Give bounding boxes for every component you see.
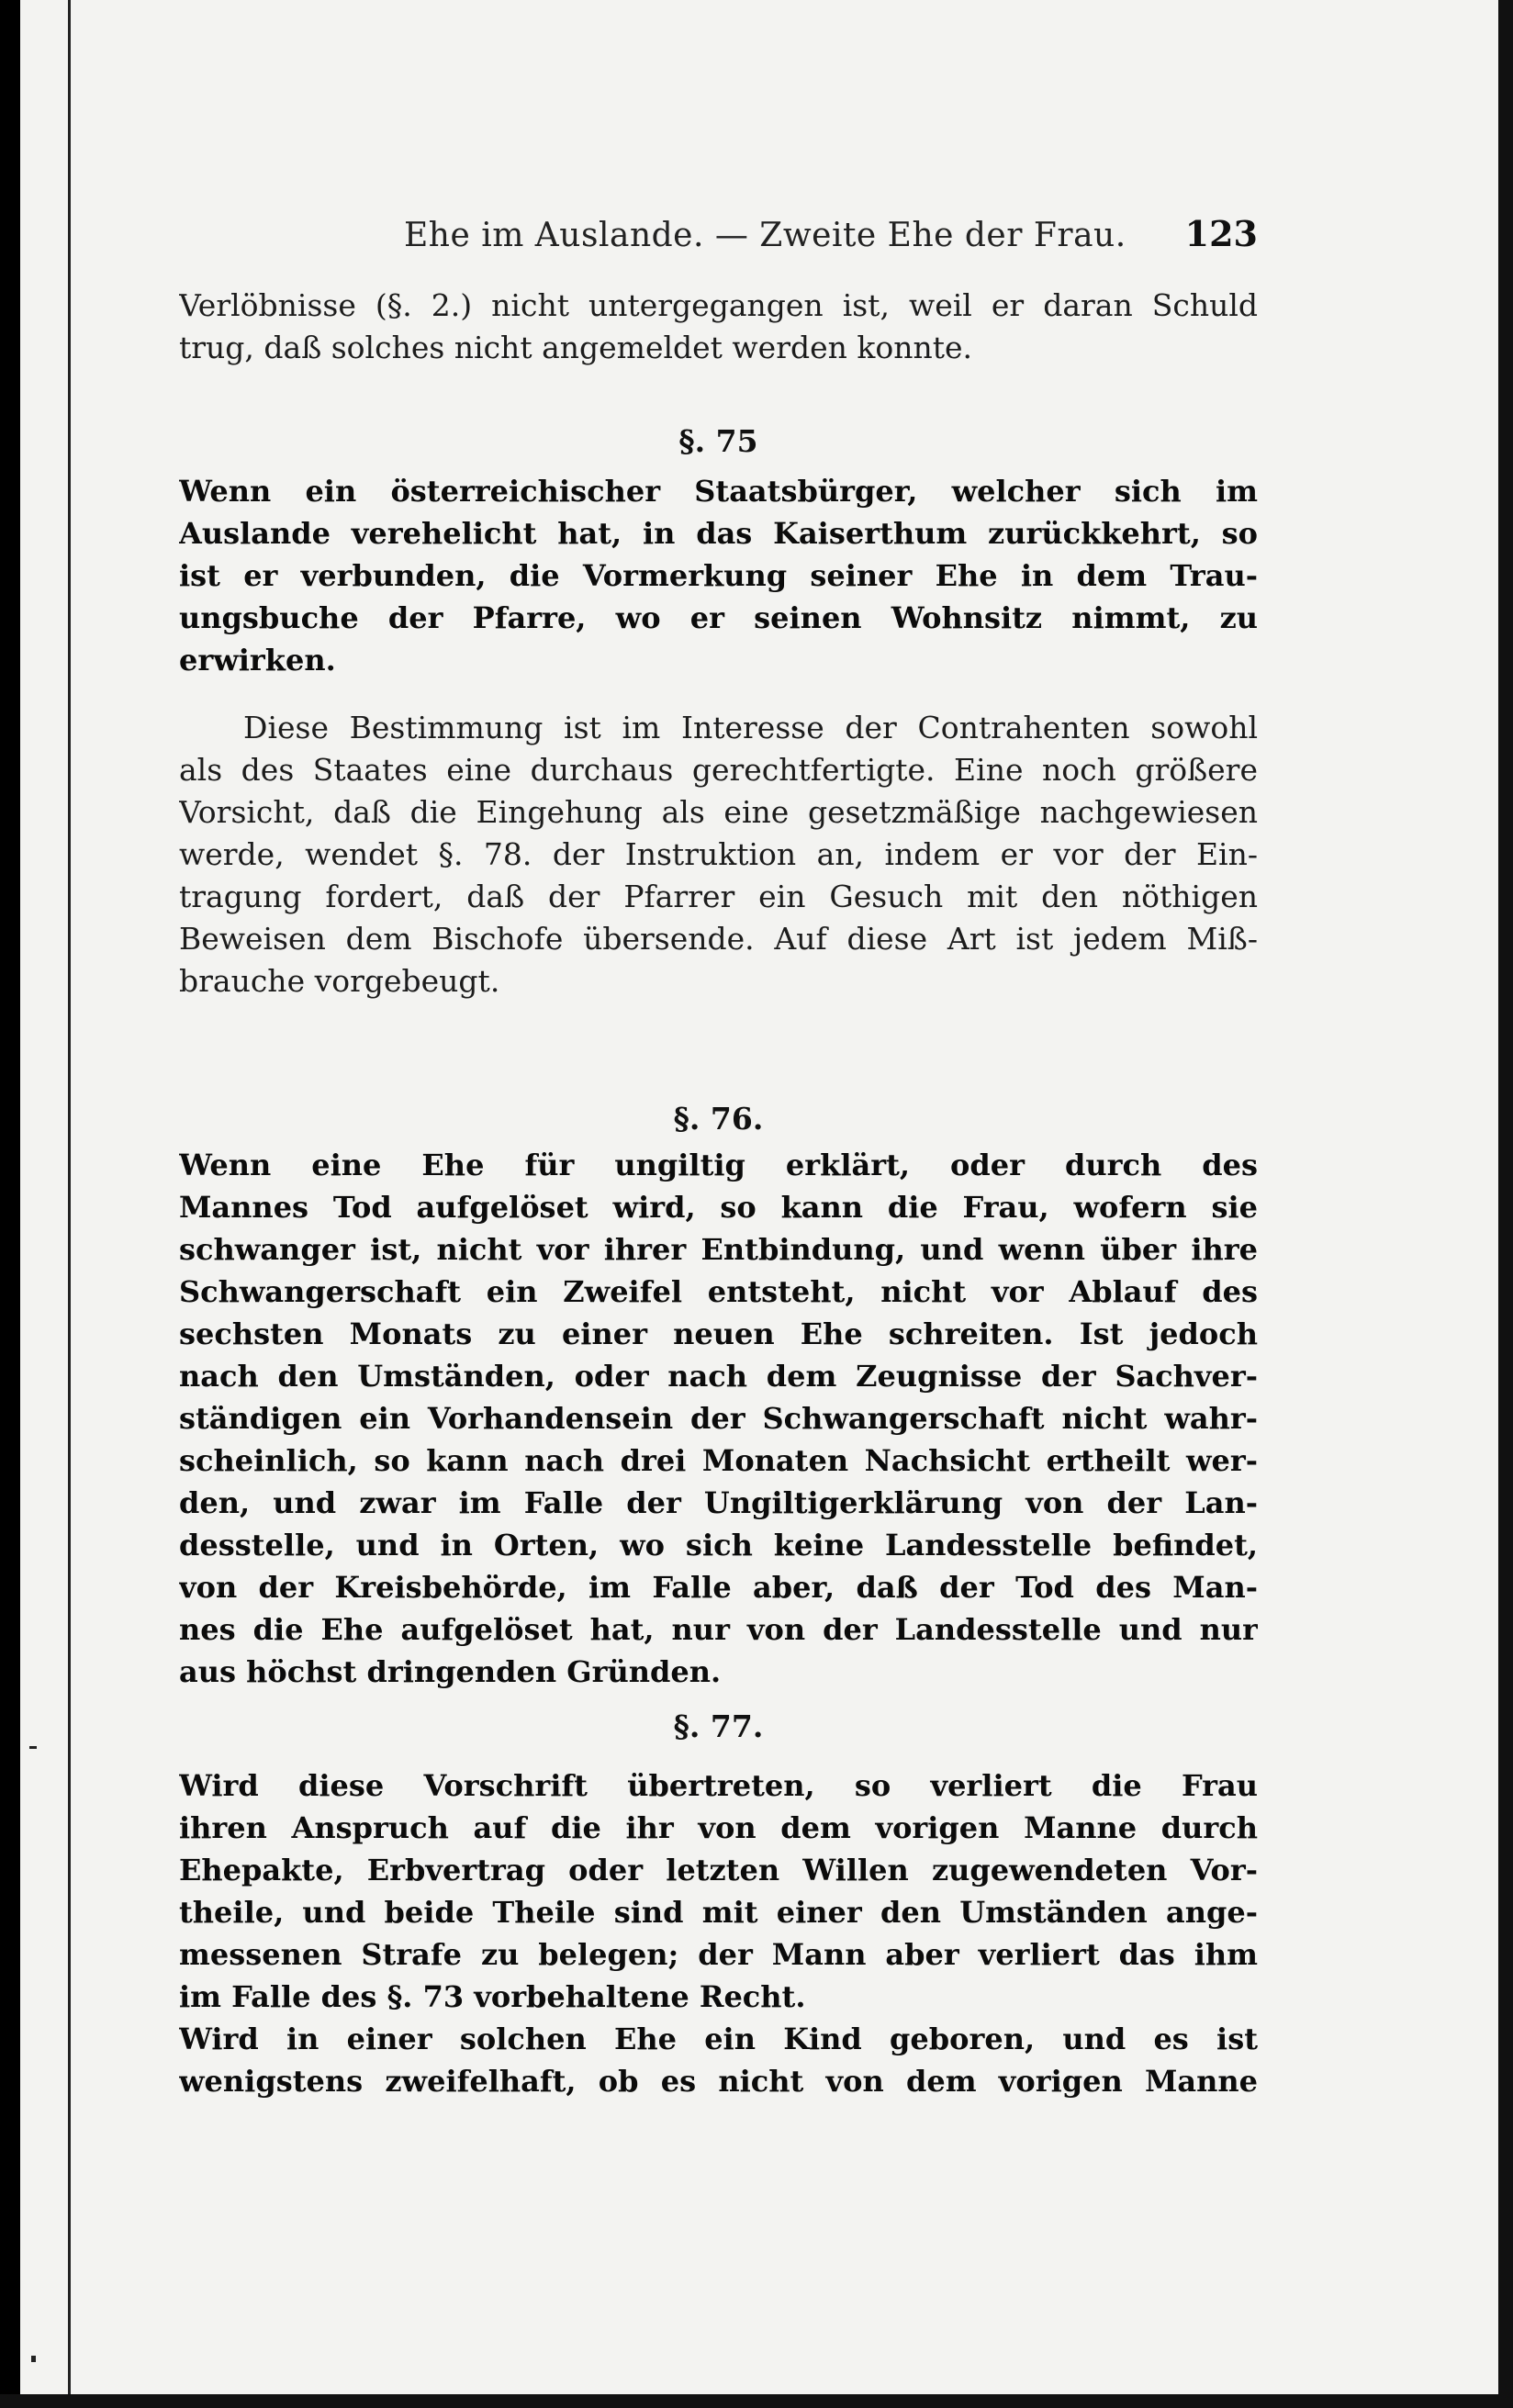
text-line: trug, daß solches nicht angemeldet werden konnte.	[179, 330, 973, 365]
text-line: Schwangerschaft ein Zweifel entsteht, nicht vor Ablauf des	[179, 1274, 1258, 1309]
text-line: von der Kreisbehörde, im Falle aber, daß der Tod des Man-	[179, 1570, 1258, 1605]
page-gutter-line	[68, 0, 71, 2394]
text-line: tragung fordert, daß der Pfarrer ein Gesuch mit den nöthigen	[179, 879, 1258, 914]
text-line: erwirken.	[179, 643, 336, 678]
text-line: im Falle des §. 73 vorbehaltene Recht.	[179, 1979, 806, 2014]
section-76-law-text	[179, 1144, 1258, 1693]
text-line: werde, wendet §. 78. der Instruktion an, indem er vor der Ein-	[179, 836, 1258, 872]
section-75-commentary	[179, 707, 1258, 1002]
text-line: Wird diese Vorschrift übertreten, so verliert die Frau	[179, 1768, 1258, 1803]
text-line: ist er verbunden, die Vormerkung seiner Ehe in dem Trau-	[179, 558, 1258, 593]
text-line: wenigstens zweifelhaft, ob es nicht von dem vorigen Manne	[179, 2064, 1258, 2099]
scan-bottom-border	[0, 2394, 1513, 2408]
text-line: ständigen ein Vorhandensein der Schwangerschaft nicht wahr-	[179, 1401, 1258, 1436]
text-line: theile, und beide Theile sind mit einer den Umständen ange-	[179, 1895, 1258, 1930]
text-line: ungsbuche der Pfarre, wo er seinen Wohnsitz nimmt, zu	[179, 600, 1258, 635]
text-line: aus höchst dringenden Gründen.	[179, 1654, 722, 1689]
text-line: nach den Umständen, oder nach dem Zeugnisse der Sachver-	[179, 1359, 1258, 1394]
text-line: sechsten Monats zu einer neuen Ehe schreiten. Ist jedoch	[179, 1316, 1258, 1351]
scan-speck	[31, 2356, 36, 2362]
section-75-heading: §. 75	[678, 423, 758, 459]
text-line: nes die Ehe aufgelöset hat, nur von der Landesstelle und nur	[179, 1612, 1258, 1647]
text-line: Beweisen dem Bischofe übersende. Auf diese Art ist jedem Miß-	[179, 921, 1258, 957]
text-line: Vorsicht, daß die Eingehung als eine gesetzmäßige nachgewiesen	[179, 794, 1258, 830]
text-line: den, und zwar im Falle der Ungiltigerklärung von der Lan-	[179, 1485, 1258, 1520]
text-line: Diese Bestimmung ist im Interesse der Contrahenten sowohl	[243, 710, 1258, 745]
text-line: Wenn ein österreichischer Staatsbürger, welcher sich im	[179, 474, 1258, 509]
text-line: Auslande verehelicht hat, in das Kaiserthum zurückkehrt, so	[179, 516, 1258, 551]
section-77-law-text	[179, 1764, 1258, 2102]
text-line: Mannes Tod aufgelöset wird, so kann die Frau, wofern sie	[179, 1190, 1258, 1225]
text-line: Verlöbnisse (§. 2.) nicht untergegangen ist, weil er daran Schuld	[179, 287, 1258, 323]
scan-right-border	[1498, 0, 1513, 2408]
scan-left-border	[0, 0, 20, 2408]
text-line: scheinlich, so kann nach drei Monaten Nachsicht ertheilt wer-	[179, 1443, 1258, 1478]
text-line: als des Staates eine durchaus gerechtfertigte. Eine noch größere	[179, 752, 1258, 788]
running-head-title: Ehe im Auslande. — Zweite Ehe der Frau.	[404, 217, 1126, 254]
page-number: 123	[1184, 213, 1258, 254]
section-76-heading: §. 76.	[673, 1101, 764, 1137]
text-line: schwanger ist, nicht vor ihrer Entbindung, und wenn über ihre	[179, 1232, 1258, 1267]
section-75-law-text	[179, 470, 1258, 681]
text-line: brauche vorgebeugt.	[179, 963, 500, 999]
text-line: ihren Anspruch auf die ihr von dem vorigen Manne durch	[179, 1810, 1258, 1845]
margin-mark	[29, 1746, 37, 1749]
text-line: messenen Strafe zu belegen; der Mann aber verliert das ihm	[179, 1937, 1258, 1972]
text-line: Wenn eine Ehe für ungiltig erklärt, oder durch des	[179, 1148, 1258, 1182]
intro-paragraph	[179, 285, 1258, 369]
running-head	[179, 209, 1258, 264]
text-line: desstelle, und in Orten, wo sich keine Landesstelle befindet,	[179, 1528, 1258, 1562]
text-line: Ehepakte, Erbvertrag oder letzten Willen zugewendeten Vor-	[179, 1853, 1258, 1887]
text-line: Wird in einer solchen Ehe ein Kind geboren, und es ist	[179, 2022, 1258, 2056]
section-77-heading: §. 77.	[673, 1708, 764, 1744]
